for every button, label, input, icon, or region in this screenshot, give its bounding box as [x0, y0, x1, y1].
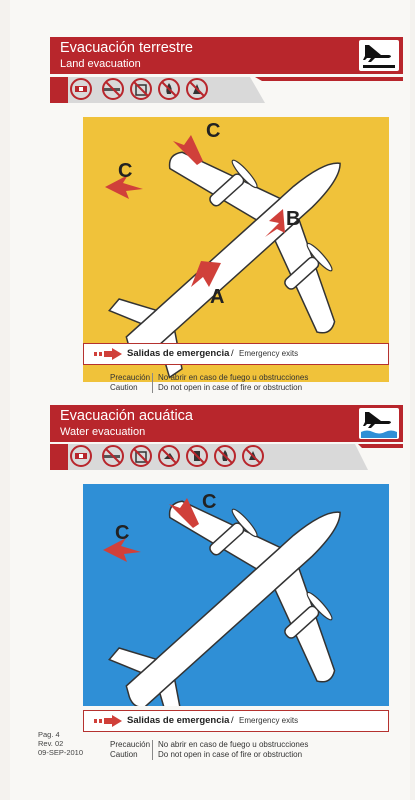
- exits-label-es: Salidas de emergencia: [127, 715, 230, 726]
- no-fire-icon: [158, 78, 180, 100]
- caution-divider: [152, 373, 153, 393]
- exit-label-c-top: C: [206, 120, 221, 142]
- no-electronics-icon: [186, 78, 208, 100]
- plane-water-landing-icon: [359, 408, 399, 439]
- water-title-es: Evacuación acuática: [60, 408, 193, 424]
- exit-label-c-left: C: [115, 522, 130, 544]
- exits-label-en: Emergency exits: [239, 349, 299, 358]
- caution-text-es: No abrir en caso de fuego u obstrucciones: [158, 740, 309, 749]
- water-title-en: Water evacuation: [60, 426, 146, 438]
- page-number: Pag. 4: [38, 730, 60, 739]
- exit-arrow-icon: [94, 715, 122, 727]
- water-evacuation-header: [50, 405, 403, 442]
- land-prohibition-bar: [50, 77, 403, 103]
- exits-separator: /: [231, 348, 234, 359]
- caution-text-en: Do not open in case of fire or obstruction: [158, 383, 303, 392]
- caution-label-es: Precaución: [110, 373, 151, 382]
- page-footer: [38, 730, 83, 757]
- caution-divider: [152, 740, 153, 760]
- water-exits-legend: [83, 710, 389, 732]
- no-smoking-icon: [102, 78, 124, 100]
- exit-arrow-icon: [94, 348, 122, 360]
- seatbelt-icon: [70, 445, 92, 467]
- safety-card-page: [10, 0, 410, 800]
- land-title-en: Land evacuation: [60, 58, 141, 70]
- revision: Rev. 02: [38, 739, 64, 748]
- no-luggage-icon: [130, 445, 152, 467]
- land-evacuation-header: [50, 37, 403, 74]
- caution-label-es: Precaución: [110, 740, 151, 749]
- exits-label-es: Salidas de emergencia: [127, 348, 230, 359]
- seatbelt-icon: [70, 78, 92, 100]
- caution-text-en: Do not open in case of fire or obstruction: [158, 750, 303, 759]
- no-electronics-icon: [186, 445, 208, 467]
- exit-label-b: B: [286, 208, 301, 230]
- land-exits-legend: [83, 343, 389, 365]
- caution-label-en: Caution: [110, 750, 138, 759]
- exits-separator: /: [231, 715, 234, 726]
- water-caution: [110, 740, 370, 762]
- no-luggage-icon: [130, 78, 152, 100]
- water-prohibition-bar: [50, 444, 403, 470]
- revision-date: 09-SEP-2010: [38, 748, 84, 757]
- land-caution: [110, 373, 370, 395]
- no-fire-icon: [214, 445, 236, 467]
- no-sharp-objects-icon: [242, 445, 264, 467]
- caution-label-en: Caution: [110, 383, 138, 392]
- caution-text-es: No abrir en caso de fuego u obstrucciones: [158, 373, 309, 382]
- exit-label-c-top: C: [202, 491, 217, 513]
- land-title-es: Evacuación terrestre: [60, 40, 193, 56]
- no-high-heels-icon: [158, 445, 180, 467]
- exits-label-en: Emergency exits: [239, 716, 299, 725]
- plane-landing-icon: [359, 40, 399, 71]
- exit-label-c-left: C: [118, 160, 133, 182]
- no-smoking-icon: [102, 445, 124, 467]
- exit-label-a: A: [210, 286, 225, 308]
